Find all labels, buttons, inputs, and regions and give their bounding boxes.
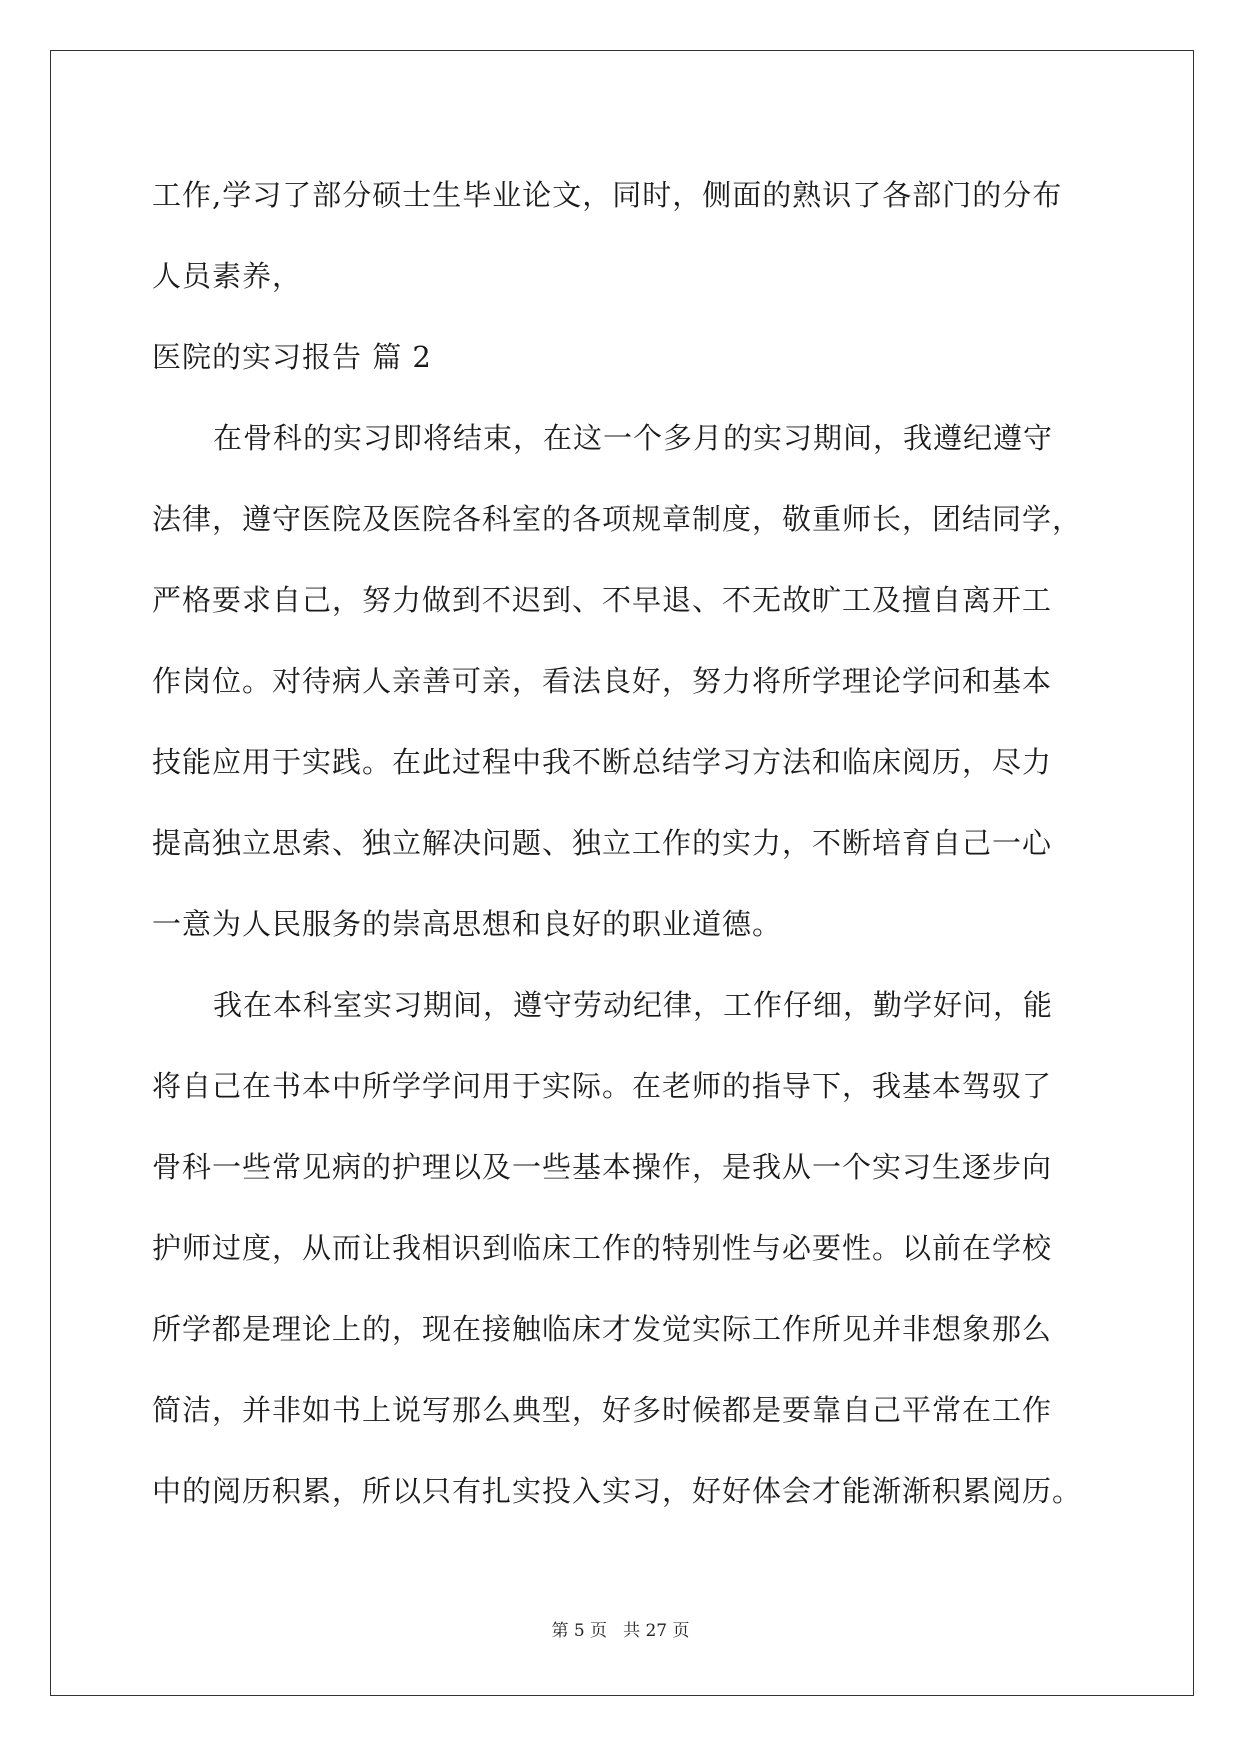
text-line: 我在本科室实习期间，遵守劳动纪律，工作仔细，勤学好问，能 bbox=[213, 988, 1054, 1022]
text-line: 法律，遵守医院及医院各科室的各项规章制度，敬重师长，团结同学， bbox=[152, 502, 1083, 536]
text-line: 技能应用于实践。在此过程中我不断总结学习方法和临床阅历，尽力 bbox=[152, 745, 1053, 779]
text-line: 严格要求自己，努力做到不迟到、不早退、不无故旷工及擅自离开工 bbox=[152, 583, 1053, 617]
page-total: 共 27 页 bbox=[623, 1621, 690, 1641]
text-line: 护师过度，从而让我相识到临床工作的特别性与必要性。以前在学校 bbox=[152, 1231, 1053, 1265]
text-line: 将自己在书本中所学学问用于实际。在老师的指导下，我基本驾驭了 bbox=[152, 1069, 1053, 1103]
section-heading: 医院的实习报告 篇 2 bbox=[152, 340, 432, 374]
page-number: 第 5 页 bbox=[551, 1621, 608, 1641]
text-line: 在骨科的实习即将结束，在这一个多月的实习期间，我遵纪遵守 bbox=[213, 421, 1054, 455]
text-line: 工作,学习了部分硕士生毕业论文，同时，侧面的熟识了各部门的分布 bbox=[152, 178, 1063, 212]
text-line: 所学都是理论上的，现在接触临床才发觉实际工作所见并非想象那么 bbox=[152, 1312, 1053, 1346]
text-line: 人员素养， bbox=[152, 259, 303, 293]
text-line: 一意为人民服务的崇高思想和良好的职业道德。 bbox=[152, 907, 783, 941]
text-line: 提高独立思索、独立解决问题、独立工作的实力，不断培育自己一心 bbox=[152, 826, 1053, 860]
text-line: 作岗位。对待病人亲善可亲，看法良好，努力将所学理论学问和基本 bbox=[152, 664, 1053, 698]
page-footer bbox=[0, 1616, 1241, 1641]
text-line: 简洁，并非如书上说写那么典型，好多时候都是要靠自己平常在工作 bbox=[152, 1393, 1053, 1427]
text-line: 骨科一些常见病的护理以及一些基本操作，是我从一个实习生逐步向 bbox=[152, 1150, 1053, 1184]
text-line: 中的阅历积累，所以只有扎实投入实习，好好体会才能渐渐积累阅历。 bbox=[152, 1474, 1083, 1508]
document-body bbox=[152, 155, 1092, 1532]
